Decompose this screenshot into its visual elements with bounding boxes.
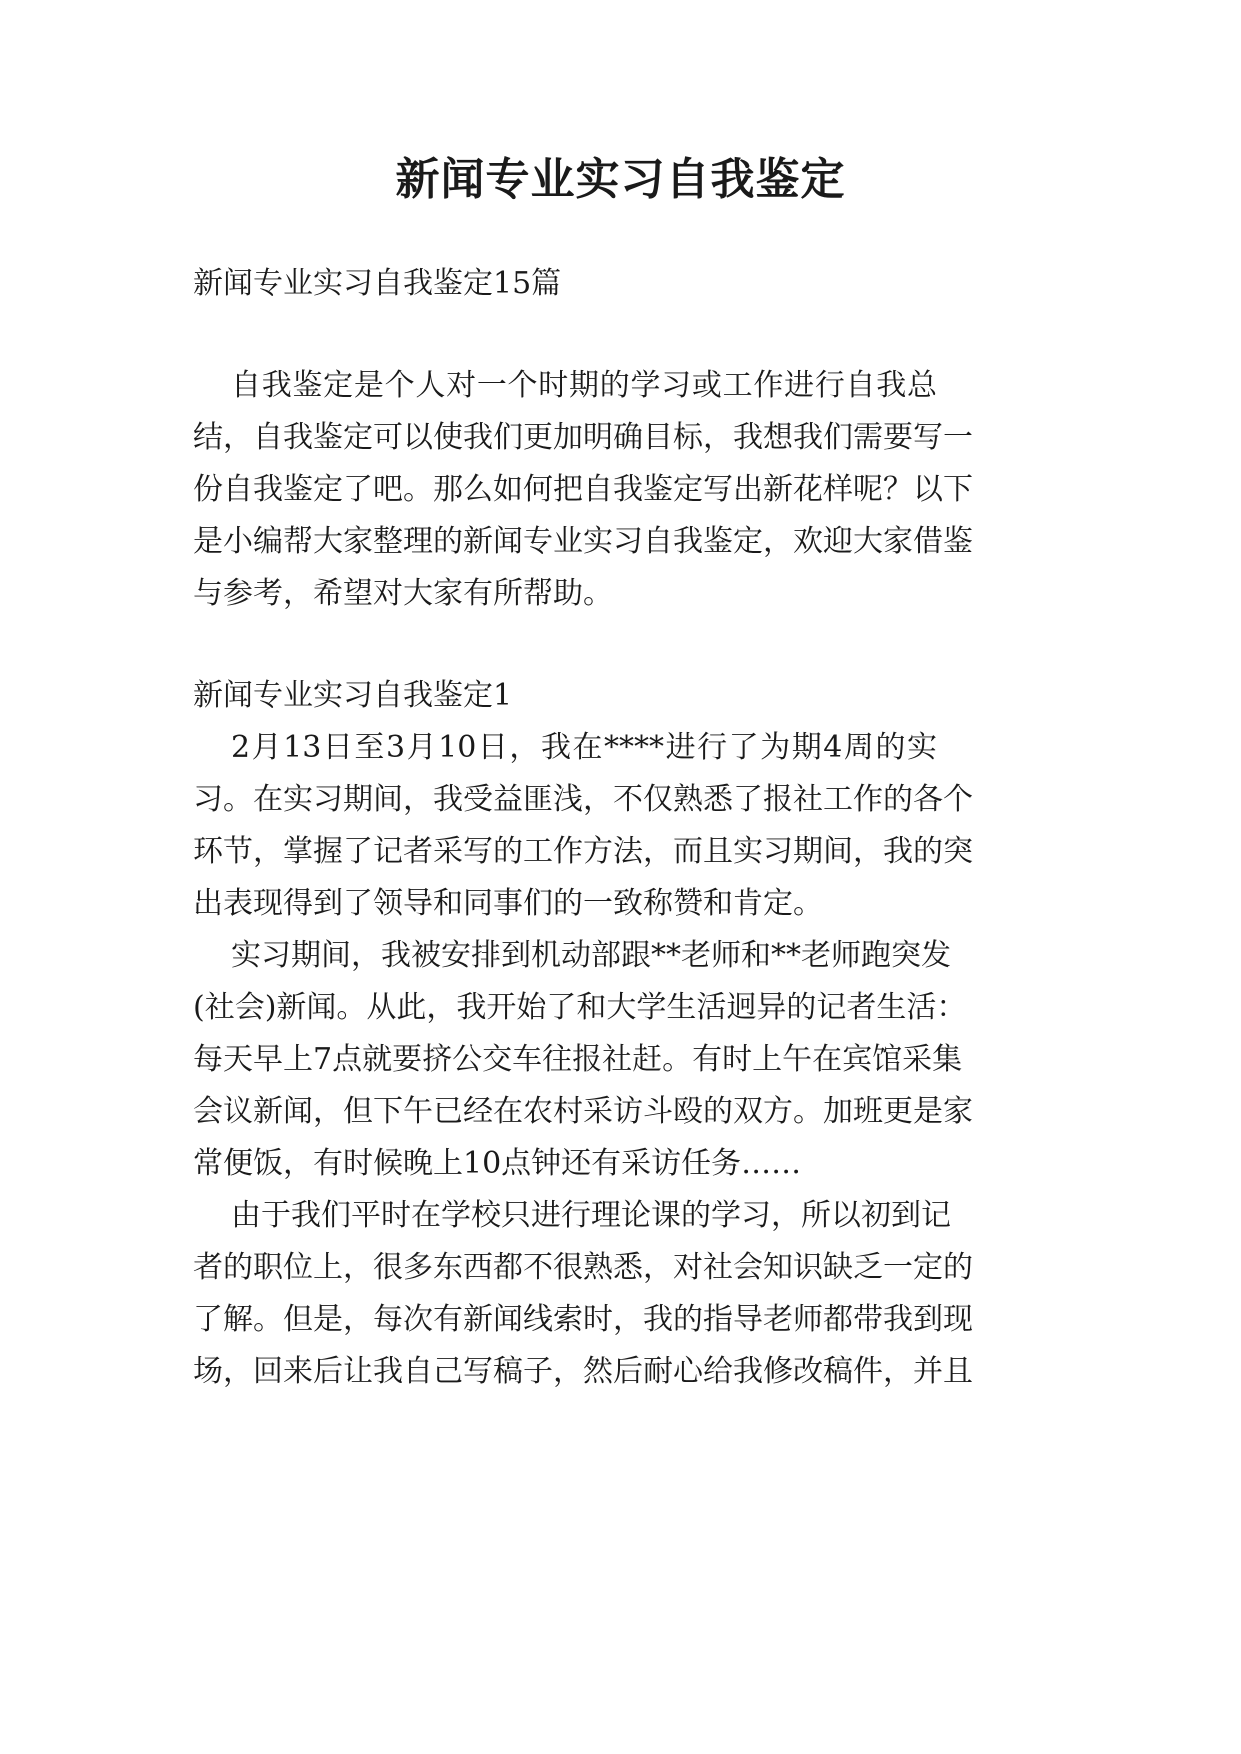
p1-line-2: 习。在实习期间，我受益匪浅，不仅熟悉了报社工作的各个 xyxy=(193,782,973,817)
p3-line-4: 场，回来后让我自己写稿子，然后耐心给我修改稿件，并且 xyxy=(193,1354,973,1389)
p2-line-3: 每天早上7点就要挤公交车往报社赶。有时上午在宾馆采集 xyxy=(193,1042,963,1077)
intro-line-4: 是小编帮大家整理的新闻专业实习自我鉴定，欢迎大家借鉴 xyxy=(193,524,973,559)
p2-line-2: (社会)新闻。从此，我开始了和大学生活迥异的记者生活： xyxy=(193,990,967,1025)
p3-line-1: 由于我们平时在学校只进行理论课的学习，所以初到记 xyxy=(231,1198,951,1233)
document-subtitle: 新闻专业实习自我鉴定15篇 xyxy=(193,266,562,301)
p2-line-1: 实习期间，我被安排到机动部跟**老师和**老师跑突发 xyxy=(231,938,951,973)
p2-line-5: 常便饭，有时候晚上10点钟还有采访任务…… xyxy=(193,1146,802,1181)
p1-line-4: 出表现得到了领导和同事们的一致称赞和肯定。 xyxy=(193,886,823,921)
p1-line-3: 环节，掌握了记者采写的工作方法，而且实习期间，我的突 xyxy=(193,834,973,869)
p3-line-3: 了解。但是，每次有新闻线索时，我的指导老师都带我到现 xyxy=(193,1302,973,1337)
intro-line-3: 份自我鉴定了吧。那么如何把自我鉴定写出新花样呢？以下 xyxy=(193,472,973,507)
p3-line-2: 者的职位上，很多东西都不很熟悉，对社会知识缺乏一定的 xyxy=(193,1250,973,1285)
section-heading-1: 新闻专业实习自我鉴定1 xyxy=(193,678,513,713)
intro-line-5: 与参考，希望对大家有所帮助。 xyxy=(193,576,613,611)
intro-line-1: 自我鉴定是个人对一个时期的学习或工作进行自我总 xyxy=(231,368,937,403)
p2-line-4: 会议新闻，但下午已经在农村采访斗殴的双方。加班更是家 xyxy=(193,1094,973,1129)
p1-line-1: 2月13日至3月10日，我在****进行了为期4周的实 xyxy=(231,730,937,765)
document-title: 新闻专业实习自我鉴定 xyxy=(395,154,846,205)
intro-line-2: 结，自我鉴定可以使我们更加明确目标，我想我们需要写一 xyxy=(193,420,973,455)
